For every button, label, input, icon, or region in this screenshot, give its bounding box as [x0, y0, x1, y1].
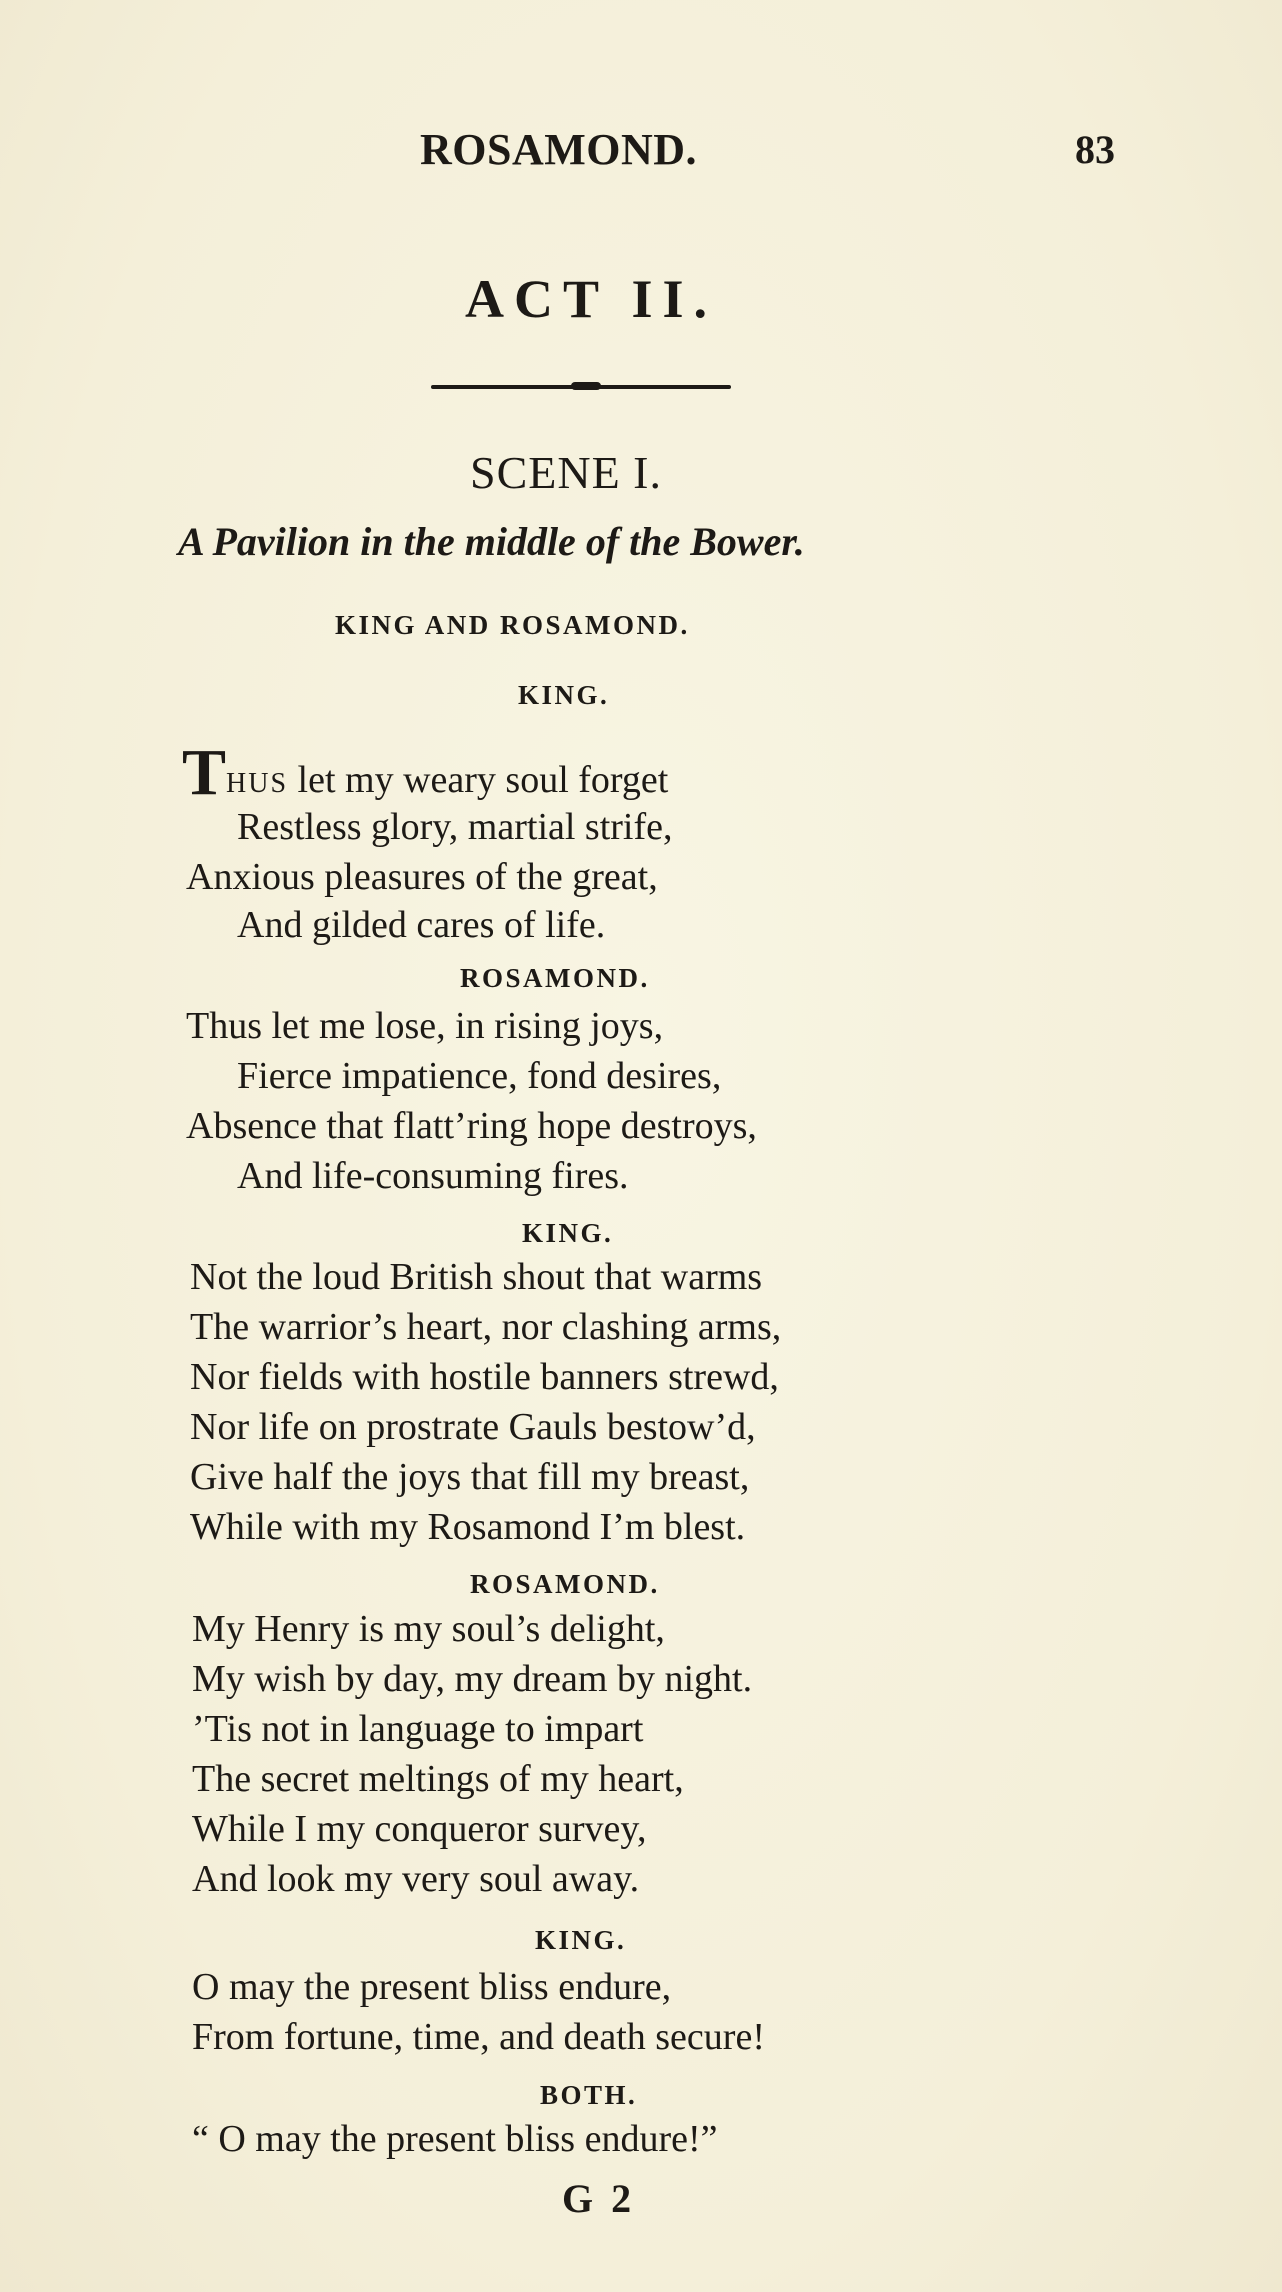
- verse-line: O may the present bliss endure,: [192, 1966, 672, 2008]
- verse-line: And life-consuming fires.: [237, 1155, 629, 1197]
- dramatis-personae: KING AND ROSAMOND.: [335, 610, 690, 640]
- running-title: ROSAMOND.: [420, 125, 698, 174]
- small-caps-word: HUS: [226, 768, 289, 799]
- verse-line: Not the loud British shout that warms: [190, 1256, 763, 1298]
- verse-line: Fierce impatience, fond desires,: [237, 1055, 722, 1097]
- speaker-label: KING.: [535, 1925, 627, 1955]
- verse-line: “ O may the present bliss endure!”: [192, 2118, 718, 2160]
- speaker-label: KING.: [518, 680, 610, 710]
- scene-heading: SCENE I.: [470, 447, 662, 498]
- speaker-label: BOTH.: [540, 2080, 638, 2110]
- verse-line: Nor fields with hostile banners strewd,: [190, 1356, 779, 1398]
- verse-line-text: let my weary soul forget: [288, 759, 669, 801]
- page-header: [0, 124, 1282, 184]
- verse-line: ’Tis not in language to impart: [192, 1708, 644, 1750]
- verse-line: Absence that flatt’ring hope destroys,: [186, 1105, 757, 1147]
- speaker-label: ROSAMOND.: [470, 1569, 660, 1599]
- verse-line: From fortune, time, and death secure!: [192, 2016, 765, 2058]
- verse-line: Restless glory, martial strife,: [237, 806, 673, 848]
- speaker-label: ROSAMOND.: [460, 963, 650, 993]
- act-heading: ACT II.: [464, 269, 718, 329]
- drop-cap: T: [182, 736, 227, 809]
- verse-line: Thus let me lose, in rising joys,: [186, 1005, 664, 1047]
- verse-line: And gilded cares of life.: [237, 904, 606, 946]
- verse-line: While with my Rosamond I’m blest.: [190, 1506, 746, 1548]
- verse-line: [182, 736, 669, 809]
- ornamental-rule: [431, 385, 731, 389]
- verse-line: The secret meltings of my heart,: [192, 1758, 684, 1800]
- verse-line: My wish by day, my dream by night.: [192, 1658, 753, 1700]
- verse-line: Anxious pleasures of the great,: [186, 856, 658, 898]
- verse-line: My Henry is my soul’s delight,: [192, 1608, 665, 1650]
- verse-line: Nor life on prostrate Gauls bestow’d,: [190, 1406, 756, 1448]
- verse-line: Give half the joys that fill my breast,: [190, 1456, 750, 1498]
- scene-setting: A Pavilion in the middle of the Bower.: [178, 519, 805, 564]
- verse-line: The warrior’s heart, nor clashing arms,: [190, 1306, 782, 1348]
- verse-line: While I my conqueror survey,: [192, 1808, 647, 1850]
- signature-mark: G 2: [562, 2176, 636, 2221]
- speaker-label: KING.: [522, 1218, 614, 1248]
- verse-line: And look my very soul away.: [192, 1858, 640, 1900]
- page-number: 83: [1075, 127, 1115, 172]
